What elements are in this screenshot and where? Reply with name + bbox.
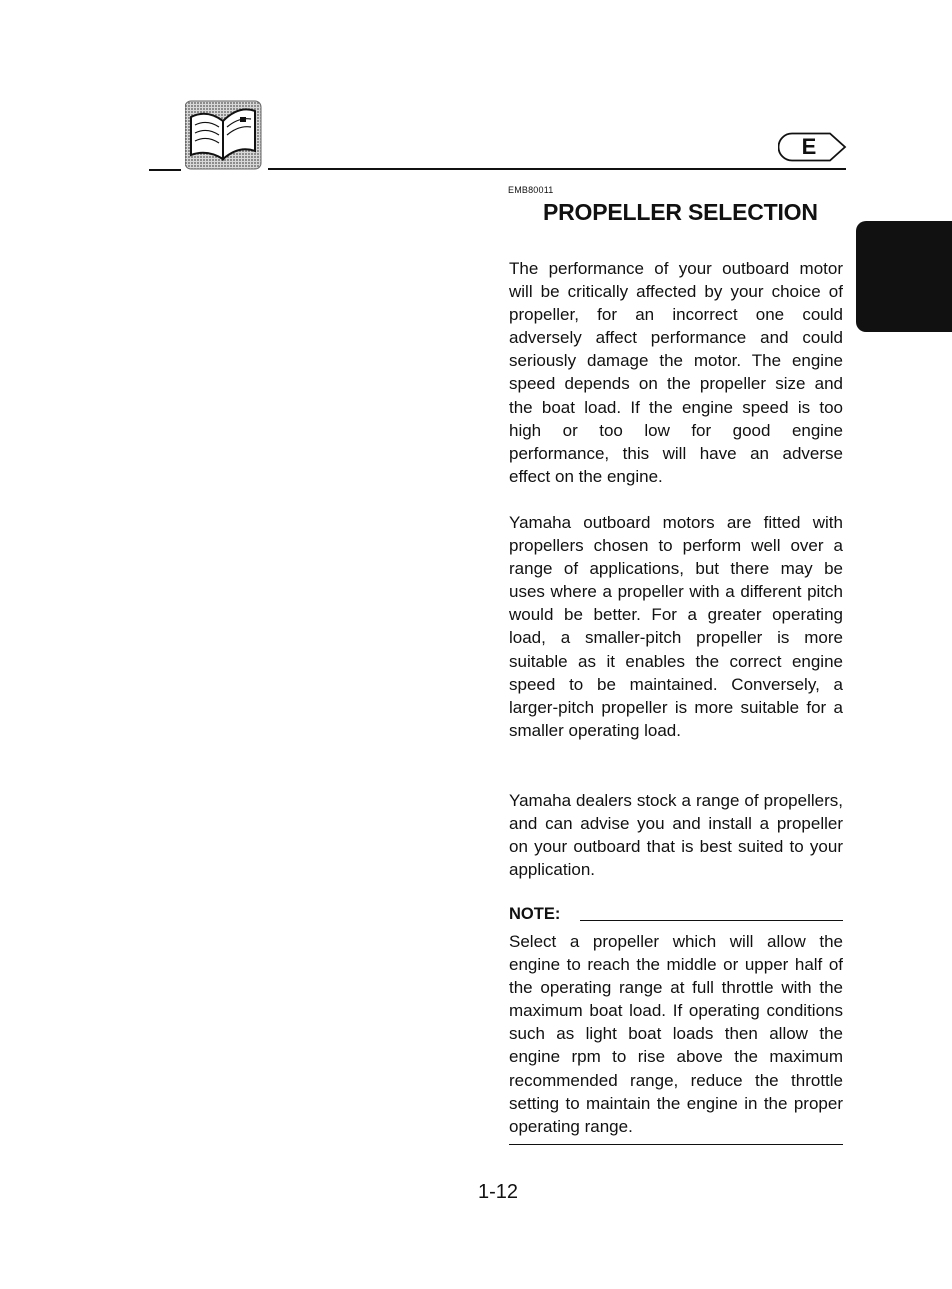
- paragraph-performance: The performance of your outboard motor will be critically affected by your choice of propeller, for an incorrect one could adversely affect performance and could seriously damage the motor. The engine speed depends on the propeller size and the boat load. If the engine speed is too high or too low for good engine performance, this will have an adverse effect on the engine.: [509, 259, 843, 486]
- page-number: 1-12: [478, 1181, 519, 1203]
- paragraph-propeller-pitch: Yamaha outboard motors are fitted with propellers chosen to perform well over a range of applications, but there may be uses where a propeller with a different pitch would be better. For a greater operating load, a smaller-pitch propeller is more suitable as it enables the correct engine speed to be maintained. Conversely, a larger-pitch propeller is more suitable for a smaller operating load.: [509, 513, 843, 740]
- note-label: NOTE:: [509, 905, 561, 923]
- note-rule: [580, 920, 843, 921]
- section-title: PROPELLER SELECTION: [543, 199, 818, 225]
- paragraph-dealers: Yamaha dealers stock a range of propellers, and can advise you and install a propeller on your outboard that is best suited to your application.: [509, 791, 843, 880]
- note-bottom-rule: [509, 1144, 843, 1145]
- note-text: Select a propeller which will allow the engine to reach the middle or upper half of the operating range at full throttle with the maximum boat load. If operating conditions such as light boat loads then allow the engine rpm to rise above the maximum recommended range, reduce the throttle setting to maintain the engine in the proper operating range.: [509, 932, 843, 1136]
- language-badge: [778, 132, 848, 162]
- open-book-icon: [185, 99, 263, 171]
- header-rule: [268, 168, 846, 170]
- document-code: EMB80011: [508, 185, 554, 195]
- header-rule-left: [149, 169, 181, 171]
- language-badge-label: E: [801, 134, 817, 159]
- chapter-side-tab: [856, 221, 952, 332]
